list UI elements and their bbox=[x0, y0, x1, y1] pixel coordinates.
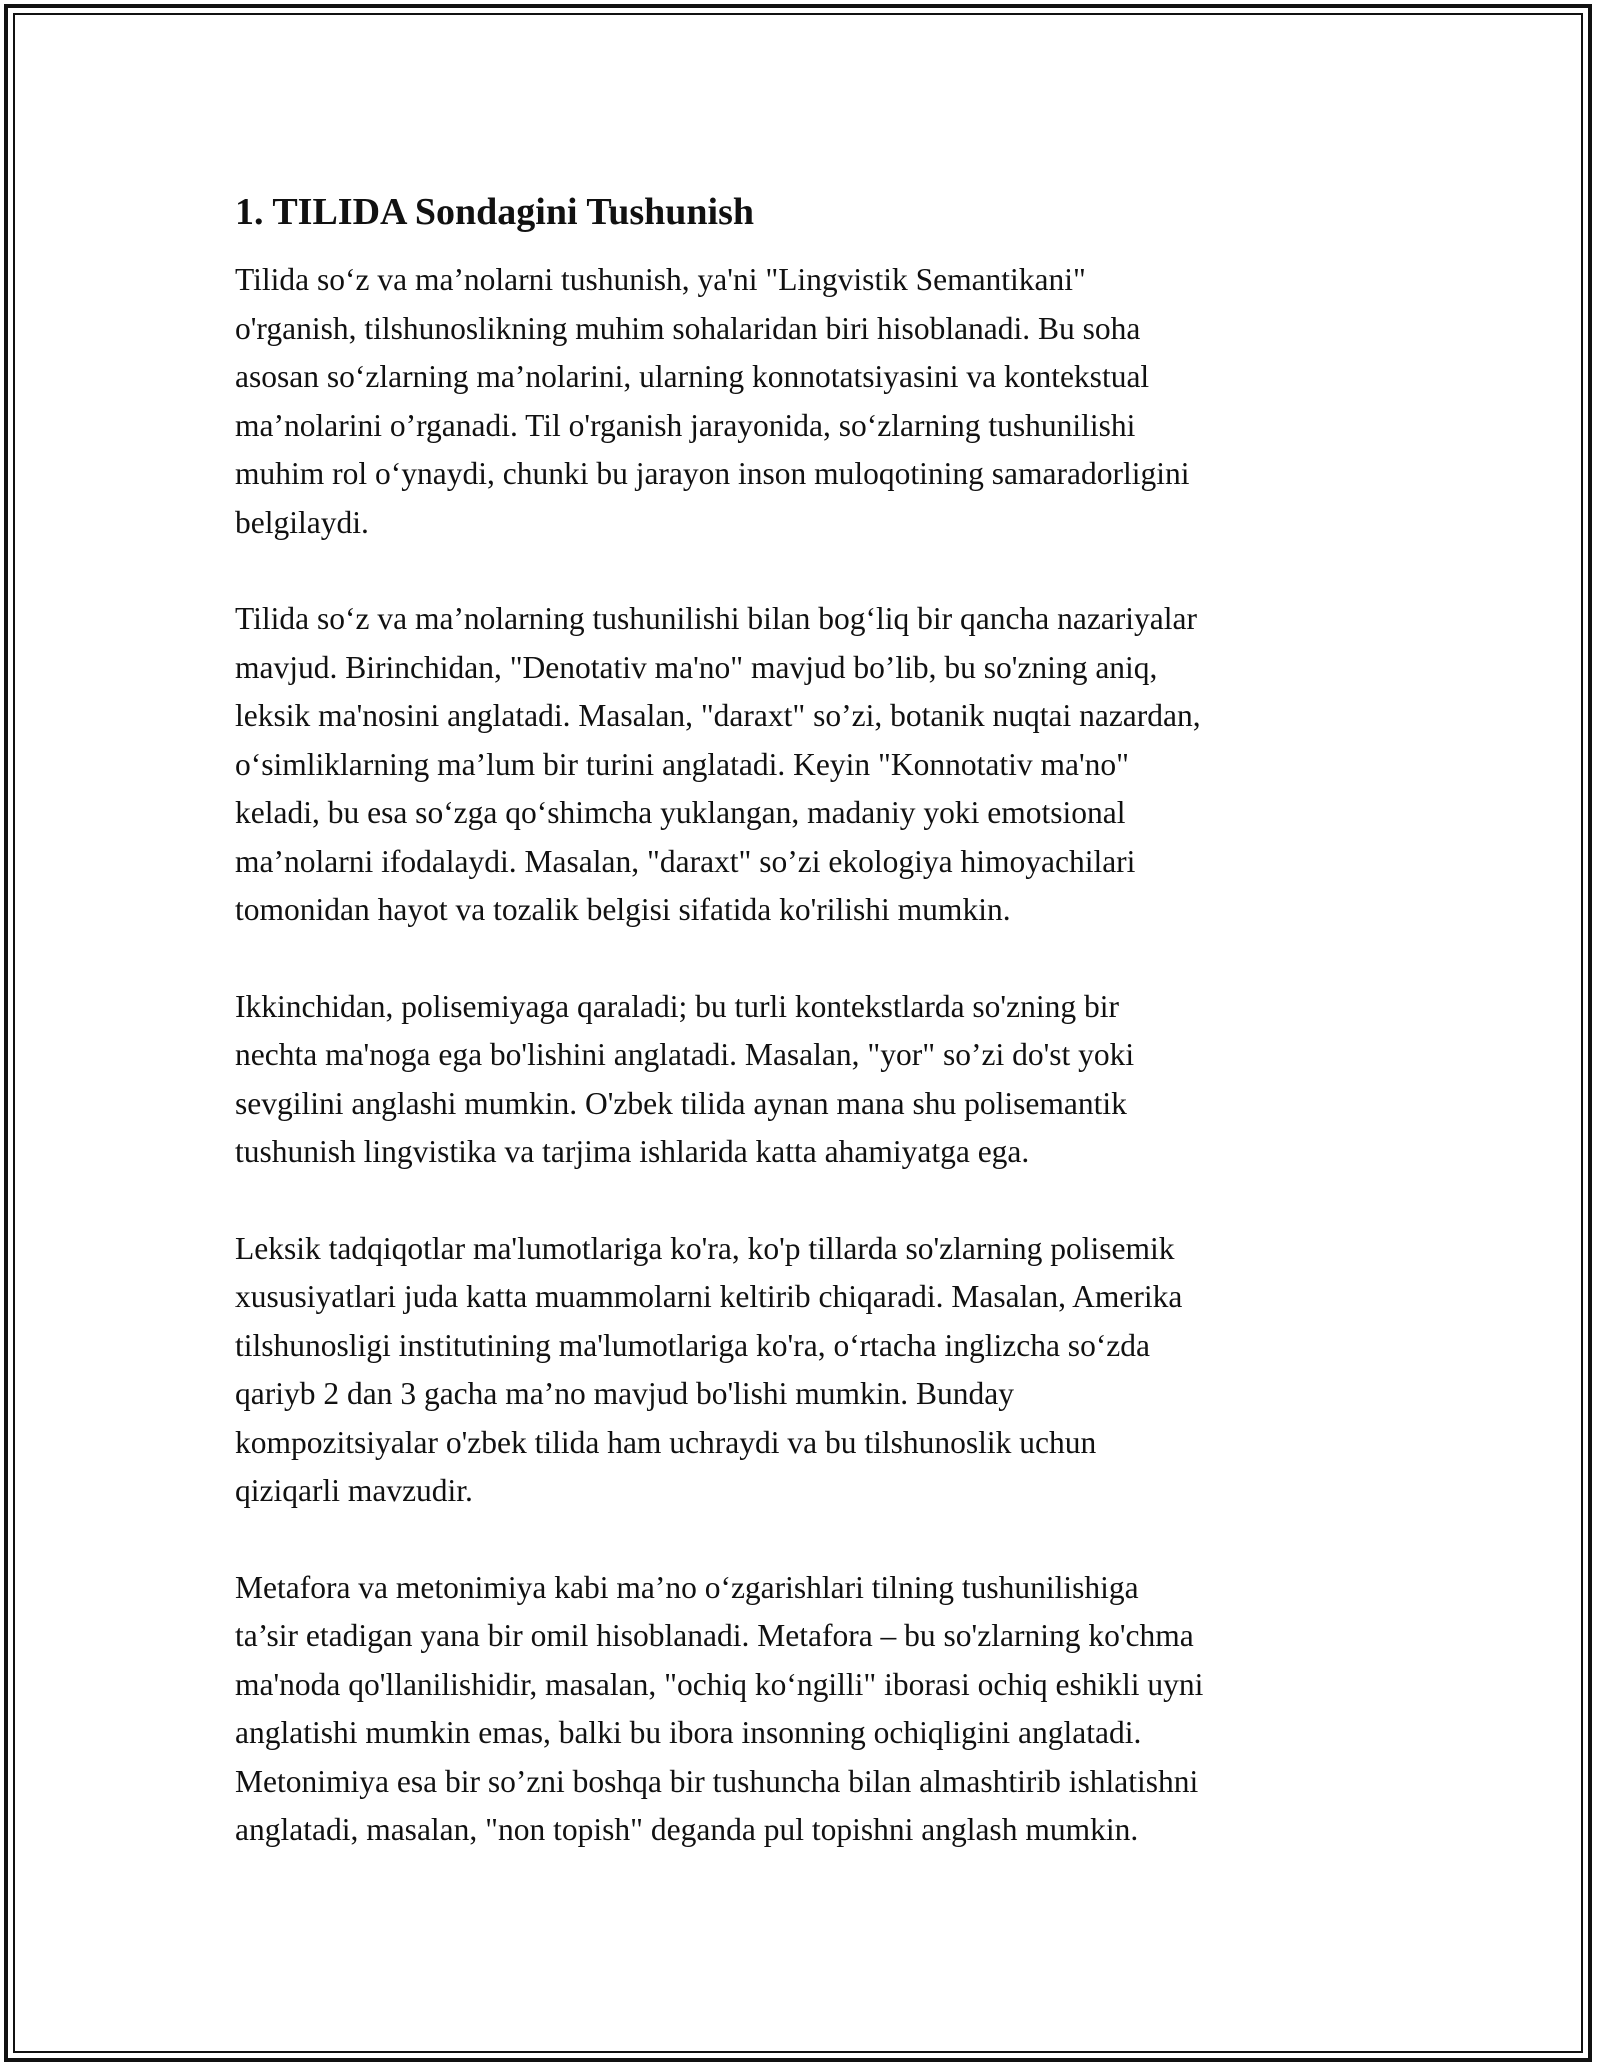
paragraph-line: kompozitsiyalar o'zbek tilida ham uchraydi va bu tilshunoslik uchun bbox=[235, 1424, 1097, 1460]
paragraph-line: Metafora va metonimiya kabi ma’no o‘zgarishlari tilning tushunilishiga bbox=[235, 1569, 1139, 1605]
paragraph-line: ma’nolarini o’rganadi. Til o'rganish jarayonida, so‘zlarning tushunilishi bbox=[235, 407, 1136, 443]
paragraph-line: ta’sir etadigan yana bir omil hisoblanadi. Metafora – bu so'zlarning ko'chma bbox=[235, 1618, 1194, 1653]
paragraph-line: Tilida so‘z va ma’nolarning tushunilishi bilan bog‘liq bir qancha nazariyalar bbox=[235, 601, 1197, 636]
paragraph-line: tushunish lingvistika va tarjima ishlarida katta ahamiyatga ega. bbox=[235, 1134, 1030, 1169]
paragraph-line: o‘simliklarning ma’lum bir turini anglatadi. Keyin "Konnotativ ma'no" bbox=[235, 746, 1129, 782]
document-body bbox=[235, 186, 1385, 1903]
paragraph-line: o'rganish, tilshunoslikning muhim sohalaridan biri hisoblanadi. Bu soha bbox=[235, 310, 1141, 346]
paragraph-line: asosan so‘zlarning ma’nolarini, ularning konnotatsiyasini va kontekstual bbox=[235, 359, 1150, 394]
paragraph-line: belgilaydi. bbox=[235, 504, 369, 540]
paragraph-line: tomonidan hayot va tozalik belgisi sifatida ko'rilishi mumkin. bbox=[235, 892, 1011, 927]
paragraph-line: Tilida so‘z va ma’nolarni tushunish, ya'ni "Lingvistik Semantikani" bbox=[235, 262, 1086, 297]
section-heading: 1. TILIDA Sondagini Tushunish bbox=[235, 191, 754, 233]
paragraph-line: anglatadi, masalan, "non topish" deganda pul topishni anglash mumkin. bbox=[235, 1812, 1139, 1847]
paragraph-line: Metonimiya esa bir so’zni boshqa bir tushuncha bilan almashtirib ishlatishni bbox=[235, 1763, 1199, 1799]
paragraph-line: muhim rol o‘ynaydi, chunki bu jarayon inson muloqotining samaradorligini bbox=[235, 456, 1190, 491]
paragraph-line: xususiyatlari juda katta muammolarni keltirib chiqaradi. Masalan, Amerika bbox=[235, 1279, 1183, 1314]
paragraph-line: leksik ma'nosini anglatadi. Masalan, "daraxt" so’zi, botanik nuqtai nazardan, bbox=[235, 698, 1201, 733]
paragraph-5 bbox=[235, 1564, 1385, 1855]
paragraph-line: tilshunosligi institutining ma'lumotlariga ko'ra, o‘rtacha inglizcha so‘zda bbox=[235, 1327, 1151, 1363]
paragraph-line: keladi, bu esa so‘zga qo‘shimcha yuklangan, madaniy yoki emotsional bbox=[235, 795, 1126, 830]
paragraph-line: ma’nolarni ifodalaydi. Masalan, "daraxt" so’zi ekologiya himoyachilari bbox=[235, 843, 1136, 879]
paragraph-line: ma'noda qo'llanilishidir, masalan, "ochiq ko‘ngilli" iborasi ochiq eshikli uyni bbox=[235, 1666, 1204, 1702]
paragraph-line: Ikkinchidan, polisemiyaga qaraladi; bu turli kontekstlarda so'zning bir bbox=[235, 988, 1119, 1024]
paragraph-line: anglatishi mumkin emas, balki bu ibora insonning ochiqligini anglatadi. bbox=[235, 1715, 1142, 1750]
paragraph-line: qariyb 2 dan 3 gacha ma’no mavjud bo'lishi mumkin. Bunday bbox=[235, 1376, 1015, 1411]
paragraph-line: nechta ma'noga ega bo'lishini anglatadi. Masalan, "yor" so’zi do'st yoki bbox=[235, 1037, 1135, 1072]
paragraph-3 bbox=[235, 983, 1385, 1177]
paragraph-line: qiziqarli mavzudir. bbox=[235, 1473, 473, 1508]
paragraph-4 bbox=[235, 1225, 1385, 1516]
paragraph-line: Leksik tadqiqotlar ma'lumotlariga ko'ra, ko'p tillarda so'zlarning polisemik bbox=[235, 1230, 1175, 1266]
paragraph-2 bbox=[235, 595, 1385, 935]
paragraph-line: mavjud. Birinchidan, "Denotativ ma'no" mavjud bo’lib, bu so'zning aniq, bbox=[235, 649, 1158, 685]
paragraph-1 bbox=[235, 256, 1385, 547]
paragraph-line: sevgilini anglashi mumkin. O'zbek tilida aynan mana shu polisemantik bbox=[235, 1085, 1127, 1121]
